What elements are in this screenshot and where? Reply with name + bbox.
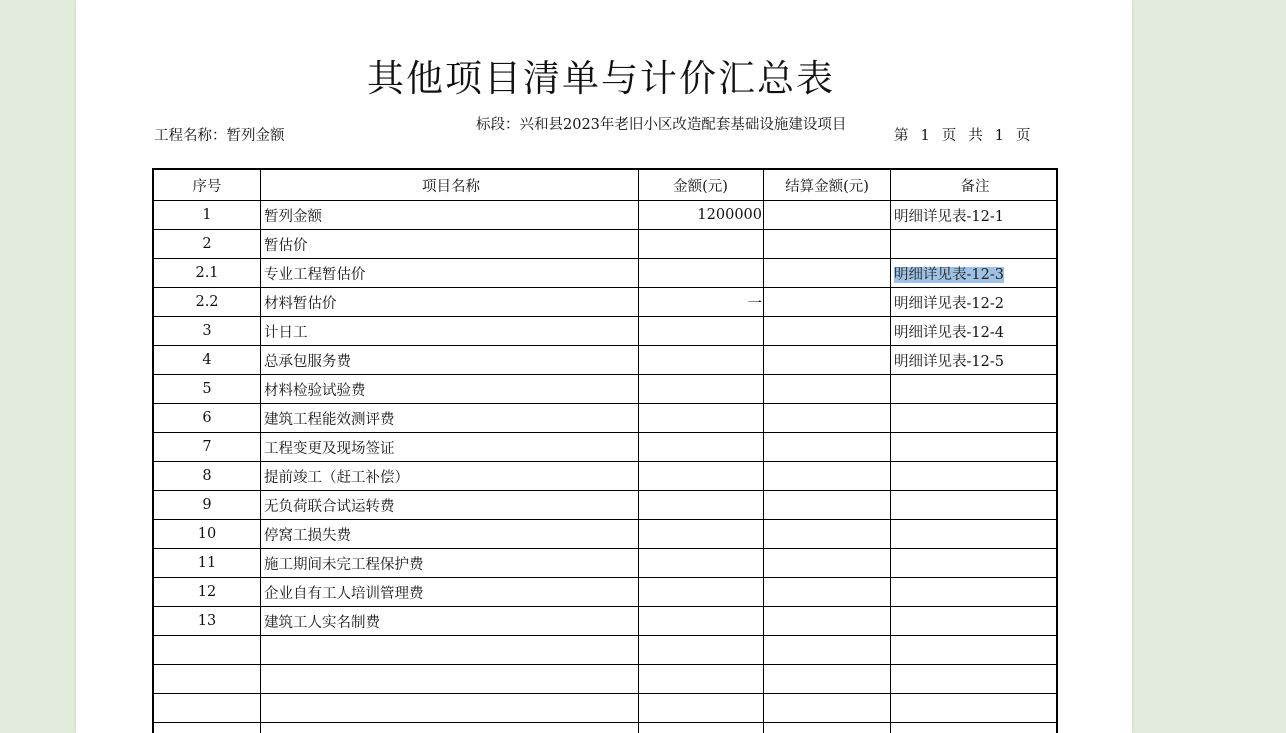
cell-no[interactable]	[153, 723, 261, 733]
cell-settle[interactable]	[764, 723, 891, 733]
cell-amount[interactable]	[639, 375, 764, 404]
cell-note[interactable]	[891, 549, 1058, 578]
page-label-4: 页	[1015, 128, 1031, 144]
cell-settle[interactable]	[764, 317, 891, 346]
cell-amount[interactable]	[639, 520, 764, 549]
table-row	[153, 723, 1057, 733]
cell-amount[interactable]	[639, 346, 764, 375]
cell-note[interactable]	[891, 375, 1058, 404]
cell-note[interactable]	[891, 404, 1058, 433]
cell-no[interactable]: 5	[153, 375, 261, 404]
cell-settle[interactable]	[764, 520, 891, 549]
cell-settle[interactable]	[764, 549, 891, 578]
table-row	[153, 375, 1057, 404]
section-name: 标段：兴和县2023年老旧小区改造配套基础设施建设项目	[476, 117, 847, 133]
column-header-amount[interactable]: 金额(元)	[639, 169, 764, 201]
page-current: 1	[920, 128, 930, 144]
cell-no[interactable]: 2	[153, 230, 261, 259]
table-row	[153, 201, 1057, 230]
cell-settle[interactable]	[764, 375, 891, 404]
cell-no[interactable]: 7	[153, 433, 261, 462]
cell-note[interactable]	[891, 230, 1058, 259]
table-row	[153, 665, 1057, 694]
table-row	[153, 694, 1057, 723]
cell-no[interactable]	[153, 665, 261, 694]
cell-no[interactable]: 1	[153, 201, 261, 230]
column-header-name[interactable]: 项目名称	[261, 169, 639, 201]
cell-settle[interactable]	[764, 462, 891, 491]
cell-note[interactable]	[891, 433, 1058, 462]
cell-note[interactable]: 明细详见表-12-4	[891, 317, 1058, 346]
cell-name[interactable]: 施工期间未完工程保护费	[261, 549, 639, 578]
table-row	[153, 607, 1057, 636]
cell-note[interactable]: 明细详见表-12-2	[891, 288, 1058, 317]
cell-settle[interactable]	[764, 259, 891, 288]
cell-no[interactable]: 4	[153, 346, 261, 375]
cell-note[interactable]	[891, 259, 1058, 288]
cell-note[interactable]	[891, 520, 1058, 549]
column-header-no[interactable]: 序号	[153, 169, 261, 201]
cell-name[interactable]: 暂估价	[261, 230, 639, 259]
cell-settle[interactable]	[764, 288, 891, 317]
cell-name[interactable]: 无负荷联合试运转费	[261, 491, 639, 520]
table-row	[153, 288, 1057, 317]
cell-note[interactable]	[891, 607, 1058, 636]
cell-amount[interactable]: 一	[639, 288, 764, 317]
column-header-note[interactable]: 备注	[891, 169, 1058, 201]
cell-no[interactable]: 12	[153, 578, 261, 607]
page-label-1: 第	[894, 128, 909, 144]
cell-amount[interactable]	[639, 578, 764, 607]
project-name: 工程名称：暂列金额	[154, 128, 285, 144]
cell-name[interactable]: 建筑工人实名制费	[261, 607, 639, 636]
page-label-3: 共	[968, 128, 983, 144]
cell-name[interactable]: 总承包服务费	[261, 346, 639, 375]
page-label-2: 页	[941, 128, 957, 144]
page-title: 其他项目清单与计价汇总表	[367, 57, 835, 100]
cell-amount[interactable]	[639, 636, 764, 665]
cell-amount[interactable]: 1200000	[639, 201, 764, 230]
cell-name[interactable]: 提前竣工（赶工补偿）	[261, 462, 639, 491]
cell-name[interactable]: 企业自有工人培训管理费	[261, 578, 639, 607]
cell-amount[interactable]	[639, 665, 764, 694]
cell-settle[interactable]	[764, 346, 891, 375]
cell-name[interactable]: 专业工程暂估价	[261, 259, 639, 288]
page-total: 1	[994, 128, 1004, 144]
cell-no[interactable]: 3	[153, 317, 261, 346]
table-row	[153, 636, 1057, 665]
cell-no[interactable]: 10	[153, 520, 261, 549]
page-indicator	[888, 124, 1036, 145]
cell-no[interactable]: 6	[153, 404, 261, 433]
cell-no[interactable]	[153, 636, 261, 665]
cell-amount[interactable]	[639, 491, 764, 520]
table-row	[153, 520, 1057, 549]
cell-settle[interactable]	[764, 578, 891, 607]
cell-note[interactable]	[891, 665, 1058, 694]
cell-name[interactable]: 材料暂估价	[261, 288, 639, 317]
cell-no[interactable]: 9	[153, 491, 261, 520]
cell-settle[interactable]	[764, 433, 891, 462]
document-page	[76, 0, 1132, 733]
cell-amount[interactable]	[639, 462, 764, 491]
column-header-settle[interactable]: 结算金额(元)	[764, 169, 891, 201]
table-row	[153, 230, 1057, 259]
cell-settle[interactable]	[764, 491, 891, 520]
table-body	[153, 201, 1057, 733]
cell-name[interactable]: 计日工	[261, 317, 639, 346]
cell-no[interactable]: 13	[153, 607, 261, 636]
cell-note[interactable]	[891, 723, 1058, 733]
table-row	[153, 462, 1057, 491]
cell-settle[interactable]	[764, 665, 891, 694]
cell-amount[interactable]	[639, 230, 764, 259]
cell-settle[interactable]	[764, 230, 891, 259]
table-row	[153, 259, 1057, 288]
cell-no[interactable]: 8	[153, 462, 261, 491]
cell-note[interactable]: 明细详见表-12-1	[891, 201, 1058, 230]
cell-name[interactable]: 建筑工程能效测评费	[261, 404, 639, 433]
cell-settle[interactable]	[764, 607, 891, 636]
cell-no[interactable]	[153, 694, 261, 723]
cell-no[interactable]: 2.2	[153, 288, 261, 317]
cell-amount[interactable]	[639, 404, 764, 433]
cell-name[interactable]	[261, 723, 639, 733]
selected-text[interactable]: 明细详见表-12-3	[894, 266, 1004, 283]
cell-name[interactable]	[261, 665, 639, 694]
cell-note[interactable]	[891, 462, 1058, 491]
cell-amount[interactable]	[639, 549, 764, 578]
table-row	[153, 404, 1057, 433]
cell-amount[interactable]	[639, 723, 764, 733]
cell-no[interactable]: 2.1	[153, 259, 261, 288]
cell-settle[interactable]	[764, 694, 891, 723]
cell-name[interactable]: 暂列金额	[261, 201, 639, 230]
table-row	[153, 549, 1057, 578]
cell-amount[interactable]	[639, 433, 764, 462]
cell-settle[interactable]	[764, 404, 891, 433]
cell-settle[interactable]	[764, 201, 891, 230]
cell-amount[interactable]	[639, 317, 764, 346]
cell-amount[interactable]	[639, 259, 764, 288]
table-row	[153, 578, 1057, 607]
summary-table	[152, 168, 1058, 733]
table-row	[153, 433, 1057, 462]
table-row	[153, 317, 1057, 346]
cell-name[interactable]: 材料检验试验费	[261, 375, 639, 404]
cell-name[interactable]: 工程变更及现场签证	[261, 433, 639, 462]
cell-note[interactable]: 明细详见表-12-5	[891, 346, 1058, 375]
cell-name[interactable]: 停窝工损失费	[261, 520, 639, 549]
cell-amount[interactable]	[639, 607, 764, 636]
cell-note[interactable]	[891, 636, 1058, 665]
table-row	[153, 491, 1057, 520]
cell-note[interactable]	[891, 578, 1058, 607]
cell-no[interactable]: 11	[153, 549, 261, 578]
cell-note[interactable]	[891, 694, 1058, 723]
table-header-row	[153, 169, 1057, 201]
cell-settle[interactable]	[764, 636, 891, 665]
cell-note[interactable]	[891, 491, 1058, 520]
cell-name[interactable]	[261, 636, 639, 665]
cell-amount[interactable]	[639, 694, 764, 723]
table-row	[153, 346, 1057, 375]
cell-name[interactable]	[261, 694, 639, 723]
